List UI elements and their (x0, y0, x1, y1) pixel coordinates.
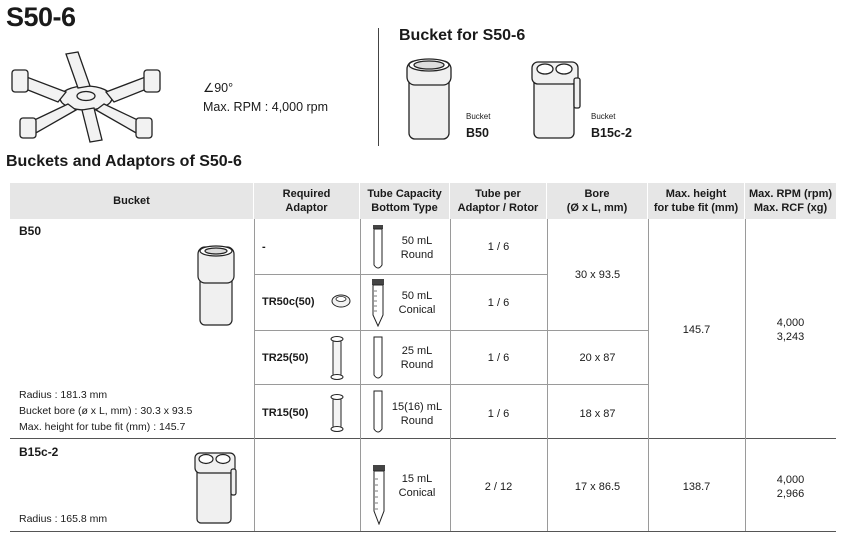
b15c2-name: B15c-2 (591, 126, 632, 140)
adaptor-name: - (262, 241, 266, 253)
b50-bore: Bucket bore (ø x L, mm) : 30.3 x 93.5 (19, 405, 193, 417)
bore-value: 18 x 87 (579, 408, 616, 420)
tube-capacity: 15(16) mL (391, 401, 443, 413)
tube-bottom: Conical (398, 304, 436, 316)
col-header-capacity: Tube Capacity Bottom Type (360, 183, 450, 219)
tr25-adaptor-icon (330, 335, 344, 381)
b50-table-image (194, 243, 238, 329)
adaptor-name: TR15(50) (262, 407, 309, 419)
max-height-value: 145.7 (682, 324, 711, 336)
col-header-tubes: Tube per Adaptor / Rotor (450, 183, 547, 219)
b15c2-bucket-image (528, 58, 584, 142)
b50-radius: Radius : 181.3 mm (19, 389, 108, 401)
tubes-per-adaptor: 2 / 12 (484, 481, 513, 493)
bucket-section-title: Bucket for S50-6 (399, 27, 526, 44)
tube-conical-icon (371, 279, 385, 327)
col-header-adaptor: Required Adaptor (254, 183, 360, 219)
table-section-title: Buckets and Adaptors of S50-6 (6, 153, 242, 170)
b50-caption: Bucket (466, 112, 491, 121)
bore-value: 20 x 87 (579, 352, 616, 364)
tube-bottom: Round (400, 249, 434, 261)
rotor-angle: ∠90° (203, 81, 234, 95)
tubes-per-adaptor: 1 / 6 (487, 352, 510, 364)
group-bucket-name: B50 (19, 224, 42, 238)
b50-max-height: Max. height for tube fit (mm) : 145.7 (19, 421, 186, 433)
max-height-value: 138.7 (682, 481, 711, 493)
col-header-max-rpm: Max. RPM (rpm) Max. RCF (xg) (745, 183, 836, 219)
col-header-max-height: Max. height for tube fit (mm) (648, 183, 745, 219)
table-bottom-rule (10, 531, 836, 532)
max-rpm-value: 4,000 (776, 474, 805, 486)
tube-capacity: 50 mL (401, 290, 433, 302)
col-header-bore: Bore (Ø x L, mm) (547, 183, 648, 219)
col-header-bucket: Bucket (10, 183, 254, 219)
adaptor-name: TR25(50) (262, 352, 309, 364)
tubes-per-adaptor: 1 / 6 (487, 297, 510, 309)
b50-bucket-image (405, 55, 455, 143)
tubes-per-adaptor: 1 / 6 (487, 241, 510, 253)
rotor-title: S50-6 (6, 2, 76, 32)
tube-round-icon (372, 335, 384, 381)
tube-round-icon (372, 389, 384, 435)
tube-bottom: Round (400, 359, 434, 371)
row-divider (254, 274, 548, 275)
b50-name: B50 (466, 126, 489, 140)
bore-value: 30 x 93.5 (574, 269, 621, 281)
b15c2-radius: Radius : 165.8 mm (19, 513, 108, 525)
tr50c-adaptor-icon (330, 293, 352, 309)
tube-capacity: 25 mL (401, 345, 433, 357)
rotor-max-rpm: Max. RPM : 4,000 rpm (203, 100, 329, 114)
tr15-adaptor-icon (330, 393, 344, 433)
specs-table (10, 183, 836, 532)
row-divider (254, 330, 648, 331)
tube-round-icon (371, 225, 385, 271)
bore-value: 17 x 86.5 (574, 481, 621, 493)
b15c2-table-image (192, 449, 240, 527)
tube-capacity: 50 mL (401, 235, 433, 247)
tubes-per-adaptor: 1 / 6 (487, 408, 510, 420)
tube-bottom: Round (400, 415, 434, 427)
max-rcf-value: 2,966 (776, 488, 805, 500)
tube-conical-icon (372, 465, 386, 525)
b15c2-caption: Bucket (591, 112, 616, 121)
row-divider (254, 384, 648, 385)
group-bucket-name: B15c-2 (19, 445, 59, 459)
col-divider (360, 219, 361, 531)
rotor-illustration (6, 46, 166, 146)
adaptor-name: TR50c(50) (262, 296, 315, 308)
tube-bottom: Conical (398, 487, 436, 499)
col-divider (254, 219, 255, 531)
group-divider (10, 438, 836, 439)
max-rpm-value: 4,000 (776, 317, 805, 329)
section-divider (378, 28, 379, 146)
tube-capacity: 15 mL (401, 473, 433, 485)
max-rcf-value: 3,243 (776, 331, 805, 343)
